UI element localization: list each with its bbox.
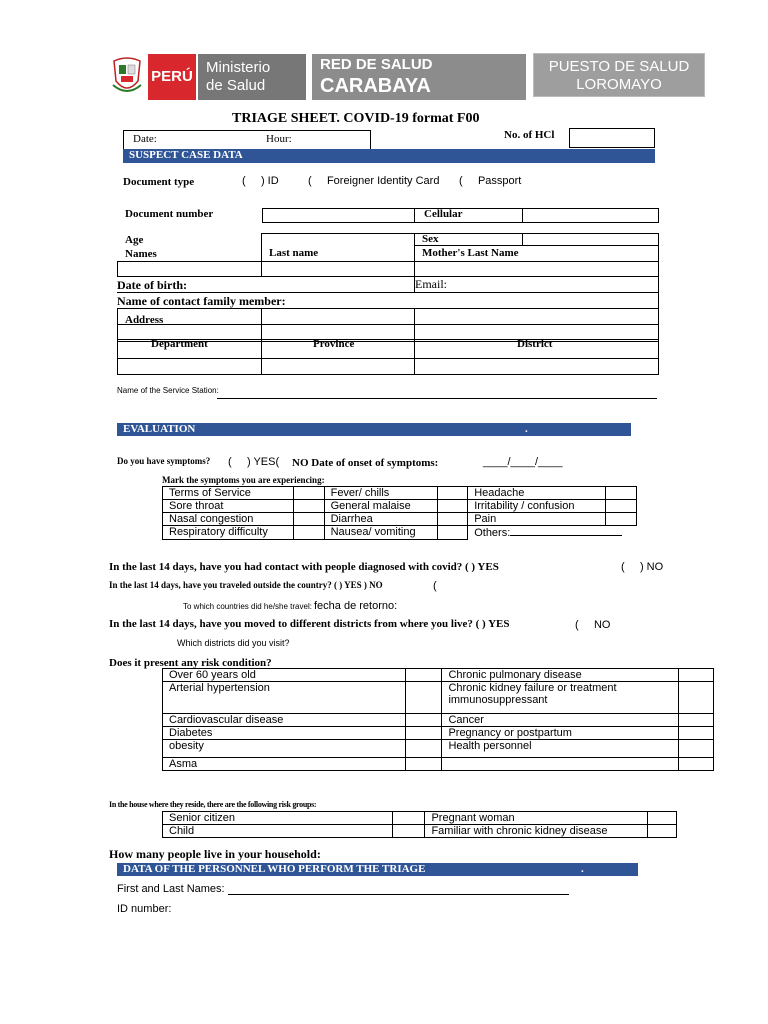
risk-cell: Arterial hypertension bbox=[163, 682, 406, 714]
household-cell: Senior citizen bbox=[163, 812, 393, 825]
risk-cell: Cardiovascular disease bbox=[163, 714, 406, 727]
contact-family-label: Name of contact family member: bbox=[117, 294, 286, 308]
risk-cell: Diabetes bbox=[163, 727, 406, 740]
table-row bbox=[163, 487, 637, 500]
risk-cell: Pregnancy or postpartum bbox=[442, 727, 679, 740]
risk-table bbox=[162, 668, 714, 771]
peru-coat-of-arms-icon bbox=[110, 55, 144, 97]
district-label: District bbox=[517, 338, 553, 350]
table-row bbox=[163, 682, 714, 714]
table-row bbox=[163, 727, 714, 740]
suspect-case-bar bbox=[123, 149, 655, 163]
table-row bbox=[163, 812, 677, 825]
household-checkbox[interactable] bbox=[648, 825, 677, 838]
symptom-checkbox[interactable] bbox=[438, 526, 468, 540]
symptom-cell: Nasal congestion bbox=[163, 513, 294, 526]
symptom-checkbox[interactable] bbox=[606, 500, 637, 513]
onset-date-blank[interactable]: ____/____/____ bbox=[483, 456, 563, 468]
address-label: Address bbox=[125, 314, 164, 326]
province-label: Province bbox=[313, 338, 355, 350]
evaluation-bar-title: EVALUATION bbox=[123, 423, 196, 435]
risk-checkbox[interactable] bbox=[679, 758, 714, 771]
districts-question: In the last 14 days, have you moved to different districts from where you live? ( ) YES bbox=[109, 618, 510, 630]
household-checkbox[interactable] bbox=[648, 812, 677, 825]
risk-checkbox[interactable] bbox=[405, 682, 442, 714]
personnel-bar bbox=[117, 863, 638, 876]
travel-paren: ( bbox=[433, 580, 437, 592]
ministerio-logo bbox=[198, 54, 306, 100]
household-question: In the house where they reside, there are the following risk groups: bbox=[109, 800, 317, 809]
date-hour-box bbox=[123, 130, 371, 150]
symptom-cell: Diarrhea bbox=[324, 513, 438, 526]
table-row bbox=[163, 513, 637, 526]
symptom-checkbox[interactable] bbox=[606, 513, 637, 526]
risk-cell: Cancer bbox=[442, 714, 679, 727]
symptom-cell: Fever/ chills bbox=[324, 487, 438, 500]
personnel-bar-dot: . bbox=[581, 863, 584, 875]
last-name-label: Last name bbox=[269, 247, 319, 259]
contact-question: In the last 14 days, have you had contact with people diagnosed with covid? ( ) YES bbox=[109, 561, 499, 573]
symptom-checkbox[interactable] bbox=[438, 513, 468, 526]
puesto-de-salud-logo bbox=[533, 53, 705, 97]
risk-cell: Health personnel bbox=[442, 740, 679, 758]
personnel-names-label: First and Last Names: bbox=[117, 883, 225, 895]
symptom-cell: Terms of Service bbox=[163, 487, 294, 500]
symptom-cell: Respiratory difficulty bbox=[163, 526, 294, 540]
hour-label: Hour: bbox=[266, 133, 292, 145]
hcl-field[interactable] bbox=[569, 128, 655, 148]
document-type-label: Document type bbox=[123, 176, 195, 188]
hcl-label: No. of HCl bbox=[504, 129, 555, 141]
puesto-line2: LOROMAYO bbox=[576, 76, 662, 93]
risk-cell: Over 60 years old bbox=[163, 669, 406, 682]
symptom-cell: General malaise bbox=[324, 500, 438, 513]
date-label: Date: bbox=[133, 133, 157, 145]
personnel-id-label: ID number: bbox=[117, 903, 172, 915]
symptom-cell: Irritability / confusion bbox=[468, 500, 606, 513]
symptom-cell: Headache bbox=[468, 487, 606, 500]
household-table bbox=[162, 811, 677, 838]
evaluation-bar bbox=[117, 423, 631, 436]
risk-cell: obesity bbox=[163, 740, 406, 758]
mark-symptoms-label: Mark the symptoms you are experiencing: bbox=[162, 475, 325, 485]
household-checkbox[interactable] bbox=[392, 812, 425, 825]
risk-checkbox[interactable] bbox=[679, 669, 714, 682]
ministerio-line2: de Salud bbox=[206, 77, 266, 94]
symptom-checkbox[interactable] bbox=[293, 500, 324, 513]
peru-logo bbox=[148, 54, 196, 100]
risk-cell: Asma bbox=[163, 758, 406, 771]
symptoms-question: Do you have symptoms? bbox=[117, 456, 211, 466]
countries-question: To which countries did he/she travel: bbox=[183, 602, 312, 611]
symptoms-yes-option[interactable]: ( ) YES( bbox=[228, 456, 280, 468]
symptom-cell: Sore throat bbox=[163, 500, 294, 513]
table-row bbox=[163, 758, 714, 771]
document-number-label: Document number bbox=[125, 208, 214, 220]
age-label: Age bbox=[125, 234, 144, 246]
household-cell: Pregnant woman bbox=[425, 812, 648, 825]
personnel-names-line[interactable] bbox=[228, 894, 569, 895]
risk-checkbox[interactable] bbox=[679, 727, 714, 740]
personnel-bar-title: DATA OF THE PERSONNEL WHO PERFORM THE TRIAGE bbox=[123, 863, 426, 875]
email-label: Email: bbox=[415, 277, 447, 291]
symptom-checkbox[interactable] bbox=[438, 487, 468, 500]
red-line1: RED DE SALUD bbox=[320, 56, 433, 73]
others-label: Others: bbox=[474, 527, 511, 539]
evaluation-bar-dot: . bbox=[525, 423, 528, 435]
sex-label: Sex bbox=[422, 233, 439, 245]
risk-cell bbox=[442, 758, 679, 771]
names-label: Names bbox=[125, 248, 157, 260]
household-cell: Child bbox=[163, 825, 393, 838]
household-people-question: How many people live in your household: bbox=[109, 847, 321, 861]
districts-no-option[interactable]: ( NO bbox=[575, 619, 611, 631]
table-row bbox=[163, 500, 637, 513]
symptom-cell: Pain bbox=[468, 513, 606, 526]
symptom-checkbox[interactable] bbox=[438, 500, 468, 513]
symptom-checkbox[interactable] bbox=[293, 487, 324, 500]
service-station-line[interactable] bbox=[217, 398, 657, 399]
others-cell[interactable] bbox=[468, 526, 637, 540]
symptom-checkbox[interactable] bbox=[293, 513, 324, 526]
household-cell: Familiar with chronic kidney disease bbox=[425, 825, 648, 838]
red-line2: CARABAYA bbox=[320, 75, 431, 97]
mothers-last-name-label: Mother's Last Name bbox=[422, 247, 519, 259]
service-station-label: Name of the Service Station: bbox=[117, 386, 219, 395]
symptom-checkbox[interactable] bbox=[293, 526, 324, 540]
table-row bbox=[163, 825, 677, 838]
return-date-label: fecha de retorno: bbox=[314, 600, 398, 612]
household-checkbox[interactable] bbox=[392, 825, 425, 838]
risk-cell: Chronic pulmonary disease bbox=[442, 669, 679, 682]
risk-question: Does it present any risk condition? bbox=[109, 657, 272, 669]
red-de-salud-logo bbox=[312, 54, 526, 100]
contact-no-option[interactable]: ( ) NO bbox=[621, 561, 664, 573]
no-onset-label: NO Date of onset of symptoms: bbox=[292, 457, 439, 469]
symptom-checkbox[interactable] bbox=[606, 487, 637, 500]
peru-text: PERÚ bbox=[151, 68, 193, 85]
risk-checkbox[interactable] bbox=[405, 740, 442, 758]
cellular-label: Cellular bbox=[424, 208, 463, 220]
risk-checkbox[interactable] bbox=[679, 682, 714, 714]
puesto-line1: PUESTO DE SALUD bbox=[548, 58, 690, 75]
risk-checkbox[interactable] bbox=[405, 669, 442, 682]
table-row bbox=[163, 714, 714, 727]
risk-checkbox[interactable] bbox=[679, 740, 714, 758]
suspect-case-bar-title: SUSPECT CASE DATA bbox=[129, 149, 243, 161]
travel-question: In the last 14 days, have you traveled outside the country? ( ) YES ) NO bbox=[109, 580, 383, 590]
department-label: Department bbox=[151, 338, 208, 350]
risk-checkbox[interactable] bbox=[405, 758, 442, 771]
which-districts-label: Which districts did you visit? bbox=[177, 638, 290, 648]
option-passport[interactable]: ( Passport bbox=[459, 175, 522, 187]
symptoms-table bbox=[162, 486, 637, 540]
option-foreigner-card[interactable]: ( Foreigner Identity Card bbox=[308, 175, 440, 187]
page-title: TRIAGE SHEET. COVID-19 format F00 bbox=[232, 111, 480, 126]
option-id[interactable]: ( ) ID bbox=[242, 175, 279, 187]
table-row bbox=[163, 740, 714, 758]
table-row bbox=[163, 669, 714, 682]
risk-cell: Chronic kidney failure or treatment immunosuppressant bbox=[442, 682, 679, 714]
risk-checkbox[interactable] bbox=[405, 727, 442, 740]
date-of-birth-label: Date of birth: bbox=[117, 278, 187, 292]
risk-checkbox[interactable] bbox=[679, 714, 714, 727]
table-row bbox=[163, 526, 637, 540]
symptom-cell: Nausea/ vomiting bbox=[324, 526, 438, 540]
risk-checkbox[interactable] bbox=[405, 714, 442, 727]
ministerio-line1: Ministerio bbox=[206, 59, 271, 76]
